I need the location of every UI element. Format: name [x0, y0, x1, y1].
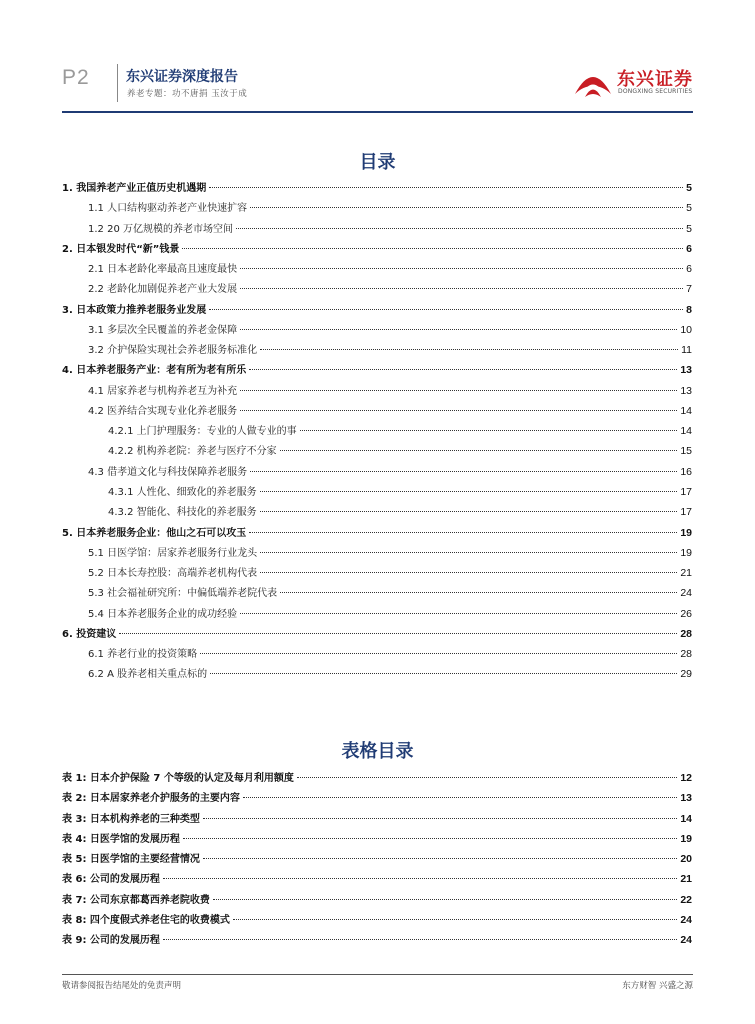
dot-leader [240, 390, 677, 391]
entry-label: 2.2 老龄化加剧促养老产业大发展 [88, 284, 238, 296]
dot-leader [240, 288, 683, 289]
dot-leader [260, 491, 678, 492]
entry-label: 3. 日本政策力推养老服务业发展 [62, 304, 207, 316]
header-rule [62, 111, 693, 113]
entry-page-number: 5 [686, 182, 692, 194]
toc-entry[interactable] [62, 360, 692, 380]
toc-entry[interactable] [62, 421, 692, 441]
dot-leader [163, 878, 677, 879]
dot-leader [250, 471, 677, 472]
table-toc-entry[interactable] [62, 849, 692, 869]
dot-leader [280, 450, 678, 451]
table-toc-entry[interactable] [62, 910, 692, 930]
footer-rule [62, 974, 693, 975]
toc-entry[interactable] [62, 178, 692, 198]
toc-entry[interactable] [62, 381, 692, 401]
dot-leader [300, 430, 678, 431]
entry-label: 5.4 日本养老服务企业的成功经验 [88, 608, 238, 620]
dot-leader [260, 572, 677, 573]
entry-page-number: 10 [680, 323, 692, 336]
entry-page-number: 16 [680, 465, 692, 478]
dot-leader [240, 268, 683, 269]
entry-page-number: 14 [680, 812, 692, 825]
toc-entry[interactable] [62, 219, 692, 239]
dot-leader [243, 797, 677, 798]
toc-list [62, 178, 692, 685]
entry-page-number: 19 [680, 546, 692, 559]
toc-entry[interactable] [62, 441, 692, 461]
entry-page-number: 17 [680, 506, 692, 519]
entry-page-number: 29 [680, 668, 692, 681]
dot-leader [200, 653, 677, 654]
entry-label: 表 6: 公司的发展历程 [62, 874, 160, 886]
entry-page-number: 8 [686, 303, 692, 316]
entry-label: 1. 我国养老产业正值历史机遇期 [62, 183, 207, 194]
toc-entry[interactable] [62, 583, 692, 603]
entry-label: 2.1 日本老龄化率最高且速度最快 [88, 264, 238, 276]
entry-label: 5. 日本养老服务企业：他山之石可以攻玉 [62, 527, 247, 539]
disclaimer-note: 敬请参阅报告结尾处的免责声明 [62, 981, 182, 991]
toc-entry[interactable] [62, 340, 692, 360]
toc-title: 目录 [359, 152, 396, 173]
toc-entry[interactable] [62, 239, 692, 259]
entry-page-number: 21 [680, 567, 692, 580]
dot-leader [210, 673, 677, 674]
dot-leader [209, 309, 683, 310]
entry-label: 4. 日本养老服务产业：老有所为老有所乐 [62, 365, 247, 377]
entry-page-number: 7 [686, 283, 692, 296]
entry-page-number: 26 [680, 607, 692, 620]
table-toc-entry[interactable] [62, 788, 692, 808]
table-toc-entry[interactable] [62, 809, 692, 829]
dot-leader [297, 777, 677, 778]
entry-label: 3.1 多层次全民覆盖的养老金保障 [88, 324, 238, 336]
table-toc-entry[interactable] [62, 829, 692, 849]
entry-page-number: 14 [680, 425, 692, 438]
dot-leader [163, 939, 677, 940]
dot-leader [236, 228, 683, 229]
dot-leader [260, 349, 678, 350]
toc-entry[interactable] [62, 300, 692, 320]
entry-page-number: 19 [680, 526, 692, 539]
dot-leader [260, 511, 678, 512]
dot-leader [260, 552, 677, 553]
toc-entry[interactable] [62, 462, 692, 482]
entry-label: 4.2 医养结合实现专业化养老服务 [88, 405, 238, 417]
dot-leader [119, 633, 677, 634]
table-toc-entry[interactable] [62, 768, 692, 788]
toc-entry[interactable] [62, 482, 692, 502]
entry-label: 4.1 居家养老与机构养老互为补充 [88, 385, 238, 397]
entry-label: 2. 日本银发时代“新”钱景 [62, 243, 180, 255]
entry-page-number: 13 [680, 792, 692, 805]
toc-entry[interactable] [62, 563, 692, 583]
entry-label: 表 5: 日医学馆的主要经营情况 [62, 854, 200, 866]
entry-label: 表 9: 公司的发展历程 [62, 935, 160, 947]
entry-label: 表 8: 四个度假式养老住宅的收费模式 [62, 914, 230, 926]
entry-page-number: 6 [686, 242, 692, 255]
header-divider [117, 64, 118, 102]
entry-page-number: 22 [680, 893, 692, 906]
dot-leader [182, 248, 683, 249]
footer-slogan: 东方财智 兴盛之源 [622, 981, 693, 991]
entry-page-number: 5 [686, 202, 692, 215]
page-number: P2 [62, 66, 90, 89]
dongxing-logo [573, 62, 703, 102]
toc-entry[interactable] [62, 644, 692, 664]
dongxing-logo-icon [573, 64, 613, 98]
table-toc-entry[interactable] [62, 869, 692, 889]
entry-page-number: 13 [680, 364, 692, 377]
entry-page-number: 12 [680, 772, 692, 784]
dot-leader [240, 410, 677, 411]
table-toc-entry[interactable] [62, 930, 692, 950]
entry-page-number: 11 [681, 344, 692, 357]
entry-label: 表 2: 日本居家养老介护服务的主要内容 [62, 793, 240, 805]
entry-page-number: 28 [680, 648, 692, 661]
dot-leader [233, 919, 677, 920]
toc-entry[interactable] [62, 259, 692, 279]
dot-leader [209, 187, 683, 188]
toc-entry[interactable] [62, 604, 692, 624]
table-toc-entry[interactable] [62, 890, 692, 910]
entry-label: 表 3: 日本机构养老的三种类型 [62, 813, 200, 825]
dot-leader [203, 858, 677, 859]
entry-label: 4.3 借孝道文化与科技保障养老服务 [88, 466, 248, 478]
toc-entry[interactable] [62, 543, 692, 563]
entry-label: 5.2 日本长寿控股：高端养老机构代表 [88, 568, 258, 580]
toc-entry[interactable] [62, 664, 692, 684]
entry-label: 4.3.1 人性化、细致化的养老服务 [108, 486, 257, 498]
toc-entry[interactable] [62, 198, 692, 218]
dot-leader [280, 592, 677, 593]
dot-leader [213, 899, 677, 900]
toc-entry[interactable] [62, 279, 692, 299]
toc-entry[interactable] [62, 523, 692, 543]
dot-leader [249, 532, 677, 533]
dot-leader [240, 613, 677, 614]
entry-label: 6.2 A 股养老相关重点标的 [88, 669, 208, 681]
tables-toc-list [62, 768, 692, 950]
entry-label: 6. 投资建议 [62, 628, 117, 640]
entry-label: 4.3.2 智能化、科技化的养老服务 [108, 507, 257, 519]
entry-page-number: 17 [680, 485, 692, 498]
entry-page-number: 21 [680, 873, 692, 886]
entry-page-number: 5 [686, 222, 692, 235]
entry-label: 4.2.1 上门护理服务：专业的人做专业的事 [108, 426, 297, 438]
entry-label: 表 1: 日本介护保险 7 个等级的认定及每月利用额度 [62, 773, 294, 784]
entry-label: 6.1 养老行业的投资策略 [88, 649, 198, 661]
report-title: 东兴证券深度报告 [126, 69, 238, 85]
entry-page-number: 24 [680, 913, 692, 926]
toc-entry[interactable] [62, 624, 692, 644]
dot-leader [183, 838, 677, 839]
toc-entry[interactable] [62, 401, 692, 421]
entry-label: 1.1 人口结构驱动养老产业快速扩容 [88, 203, 248, 215]
entry-page-number: 20 [680, 853, 692, 866]
entry-label: 表 4: 日医学馆的发展历程 [62, 833, 180, 845]
toc-entry[interactable] [62, 320, 692, 340]
entry-label: 5.3 社会福祉研究所：中偏低端养老院代表 [88, 588, 278, 600]
report-subtitle: 养老专题：功不唐捐 玉汝于成 [127, 89, 248, 99]
tables-toc-title: 表格目录 [341, 741, 414, 762]
entry-label: 表 7: 公司东京都葛西养老院收费 [62, 894, 210, 906]
dot-leader [249, 369, 677, 370]
dot-leader [203, 818, 677, 819]
dot-leader [240, 329, 677, 330]
entry-label: 5.1 日医学馆：居家养老服务行业龙头 [88, 547, 258, 559]
dot-leader [250, 207, 683, 208]
entry-page-number: 24 [680, 934, 692, 947]
toc-entry[interactable] [62, 502, 692, 522]
entry-page-number: 19 [680, 832, 692, 845]
logo-chinese-name: 东兴证券 [617, 69, 693, 90]
entry-label: 3.2 介护保险实现社会养老服务标准化 [88, 345, 258, 357]
entry-page-number: 15 [680, 445, 692, 458]
logo-english-name: DONGXING SECURITIES [618, 88, 693, 95]
entry-page-number: 14 [680, 404, 692, 417]
entry-page-number: 28 [680, 627, 692, 640]
entry-label: 1.2 20 万亿规模的养老市场空间 [88, 223, 233, 235]
entry-page-number: 6 [686, 263, 692, 276]
entry-label: 4.2.2 机构养老院：养老与医疗不分家 [108, 446, 277, 458]
entry-page-number: 24 [680, 587, 692, 600]
entry-page-number: 13 [680, 384, 692, 397]
